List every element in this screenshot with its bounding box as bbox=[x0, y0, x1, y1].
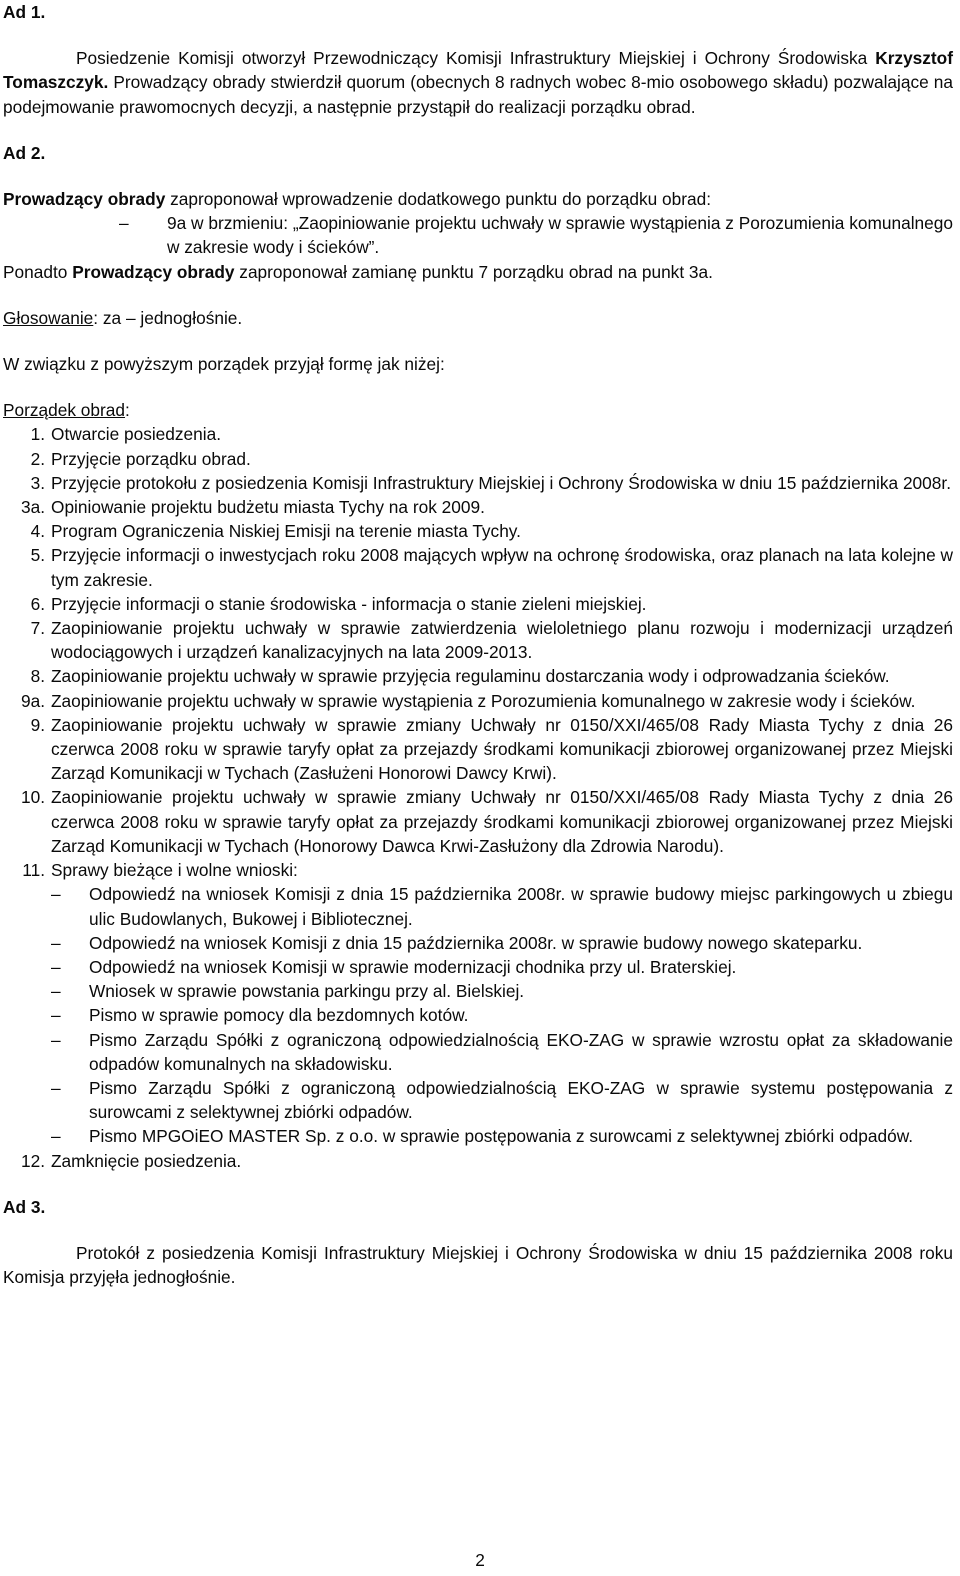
current-matter-item bbox=[51, 979, 953, 1003]
ponadto-bold: Prowadzący obrady bbox=[72, 261, 235, 282]
dash-bullet: – bbox=[51, 956, 61, 977]
agenda-item-number: 2. bbox=[30, 448, 45, 469]
agenda-item-text: Przyjęcie informacji o stanie środowiska - informacja o stanie zieleni miejskiej. bbox=[51, 593, 647, 614]
agenda-item-text: Opiniowanie projektu budżetu miasta Tychy na rok 2009. bbox=[51, 497, 485, 518]
vote-result: : za – jednogłośnie. bbox=[93, 307, 243, 328]
agenda-colon: : bbox=[125, 400, 130, 421]
current-matter-item bbox=[51, 1028, 953, 1076]
agenda-item-number: 10. bbox=[20, 787, 45, 808]
ad2-intro bbox=[3, 187, 953, 211]
agenda-item-text: Otwarcie posiedzenia. bbox=[51, 424, 222, 445]
agenda-item-number: 9a. bbox=[20, 690, 45, 711]
agenda-item-text: Zaopiniowanie projektu uchwały w sprawie zatwierdzenia wieloletniego planu rozwoju i modernizacji urządzeń wodociągowych i urządzeń kanalizacyjnych na lata 2009-2013. bbox=[51, 618, 953, 663]
current-matter-text: Odpowiedź na wniosek Komisji w sprawie modernizacji chodnika przy ul. Braterskiej. bbox=[89, 956, 737, 977]
agenda-item bbox=[3, 543, 953, 591]
current-matter-item bbox=[51, 955, 953, 979]
vote-line bbox=[3, 306, 953, 330]
current-matter-item bbox=[51, 1076, 953, 1124]
agenda-item-number: 4. bbox=[30, 521, 45, 542]
agenda-label: Porządek obrad bbox=[3, 400, 126, 421]
agenda-item-number: 5. bbox=[30, 545, 45, 566]
agenda-item-text: Przyjęcie informacji o inwestycjach roku 2008 mających wpływ na ochronę środowiska, oraz planach na lata kolejne w tym zakresie. bbox=[51, 545, 953, 590]
current-matter-text: Pismo Zarządu Spółki z ograniczoną odpowiedzialnością EKO-ZAG w sprawie systemu postępowania z surowcami z selektywnej zbiórki odpadów. bbox=[89, 1077, 953, 1123]
agenda-item bbox=[3, 495, 953, 519]
agenda-item bbox=[3, 471, 953, 495]
page-number: 2 bbox=[475, 1550, 485, 1570]
ad2-ponadto bbox=[3, 260, 953, 284]
agenda-item bbox=[3, 447, 953, 471]
agenda-item-number: 3. bbox=[30, 472, 45, 493]
ad1-paragraph bbox=[3, 46, 953, 119]
ad2-intro-rest: zaproponował wprowadzenie dodatkowego punktu do porządku obrad: bbox=[165, 189, 712, 210]
ad1-text-end: Prowadzący obrady stwierdził quorum (obecnych 8 radnych wobec 8-mio osobowego składu) pozwalające na podejmowanie prawomocnych decyzji, a następnie przystąpił do realizacji porządku obrad. bbox=[3, 72, 953, 117]
agenda-item-text: Program Ograniczenia Niskiej Emisji na terenie miasta Tychy. bbox=[51, 521, 521, 542]
agenda-item bbox=[3, 422, 953, 446]
agenda-item-number: 1. bbox=[30, 424, 45, 445]
agenda-item bbox=[3, 713, 953, 786]
agenda-item-text: Sprawy bieżące i wolne wnioski: bbox=[51, 860, 298, 881]
current-matter-item bbox=[51, 1124, 953, 1148]
agenda-item bbox=[3, 785, 953, 858]
agenda-item-number: 12. bbox=[20, 1150, 45, 1171]
current-matter-text: Wniosek w sprawie powstania parkingu przy al. Bielskiej. bbox=[89, 981, 525, 1002]
agenda-list bbox=[3, 422, 953, 1172]
agenda-item bbox=[3, 616, 953, 664]
agenda-item bbox=[3, 689, 953, 713]
document-page bbox=[3, 0, 953, 1289]
agenda-item-number: 3a. bbox=[20, 497, 45, 518]
current-matters-list bbox=[51, 882, 953, 1148]
dash-bullet: – bbox=[51, 1005, 61, 1026]
current-matter-text: Pismo MPGOiEO MASTER Sp. z o.o. w sprawie postępowania z surowcami z selektywnej zbiórki odpadów. bbox=[89, 1126, 914, 1147]
ad1-text-start: Posiedzenie Komisji otworzył Przewodniczący Komisji Infrastruktury Miejskiej i Ochrony Środowiska bbox=[76, 48, 876, 69]
agenda-item-number: 8. bbox=[30, 666, 45, 687]
current-matter-text: Pismo Zarządu Spółki z ograniczoną odpowiedzialnością EKO-ZAG w sprawie wzrostu opłat za składowanie odpadów komunalnych na składowisku. bbox=[89, 1029, 953, 1074]
added-point-item bbox=[3, 211, 953, 259]
agenda-item-number: 9. bbox=[30, 714, 45, 735]
agenda-item bbox=[3, 858, 953, 1148]
agenda-item-number: 6. bbox=[30, 593, 45, 614]
agenda-item bbox=[3, 519, 953, 543]
added-point-text: 9a w brzmieniu: „Zaopiniowanie projektu uchwały w sprawie wystąpienia z Porozumienia komunalnego w zakresie wody i ścieków”. bbox=[167, 213, 953, 258]
agenda-item-text: Zaopiniowanie projektu uchwały w sprawie przyjęcia regulaminu dostarczania wody i odprowadzania ścieków. bbox=[51, 666, 890, 687]
dash-bullet: – bbox=[51, 1126, 61, 1147]
chairman-name: Krzysztof Tomaszczyk. bbox=[3, 48, 953, 93]
dash-bullet: – bbox=[51, 981, 61, 1002]
agenda-accepted-note: W związku z powyższym porządek przyjął formę jak niżej: bbox=[3, 354, 445, 375]
dash-bullet: – bbox=[51, 1077, 61, 1098]
dash-bullet: – bbox=[51, 884, 61, 905]
current-matter-text: Odpowiedź na wniosek Komisji z dnia 15 października 2008r. w sprawie budowy nowego skateparku. bbox=[89, 932, 863, 953]
dash-bullet: – bbox=[119, 213, 129, 234]
agenda-item-text: Przyjęcie protokołu z posiedzenia Komisji Infrastruktury Miejskiej i Ochrony Środowiska w dniu 15 października 2008r. bbox=[51, 472, 951, 493]
dash-bullet: – bbox=[51, 1029, 61, 1050]
ad3-paragraph: Protokół z posiedzenia Komisji Infrastruktury Miejskiej i Ochrony Środowiska w dniu 15 października 2008 roku Komisja przyjęła jednogłośnie. bbox=[3, 1242, 953, 1288]
current-matter-text: Pismo w sprawie pomocy dla bezdomnych kotów. bbox=[89, 1005, 469, 1026]
agenda-item-number: 7. bbox=[30, 618, 45, 639]
agenda-item-text: Zaopiniowanie projektu uchwały w sprawie zmiany Uchwały nr 0150/XXI/465/08 Rady Miasta Tychy z dnia 26 czerwca 2008 roku w sprawie taryfy opłat za przejazdy środkami komunikacji zbiorowej organizowanej przez Miejski Zarząd Komunikacji w Tychach (Honorowy Dawca Krwi-Zasłużony dla Zdrowia Narodu). bbox=[51, 787, 953, 856]
ad2-heading: Ad 2. bbox=[3, 142, 46, 163]
agenda-item-number: 11. bbox=[22, 860, 45, 881]
agenda-heading bbox=[3, 398, 953, 422]
agenda-item bbox=[3, 592, 953, 616]
ponadto-start: Ponadto bbox=[3, 261, 73, 282]
current-matter-item bbox=[51, 931, 953, 955]
agenda-item-text: Przyjęcie porządku obrad. bbox=[51, 448, 251, 469]
ad3-heading: Ad 3. bbox=[3, 1196, 46, 1217]
agenda-item-text: Zaopiniowanie projektu uchwały w sprawie zmiany Uchwały nr 0150/XXI/465/08 Rady Miasta Tychy z dnia 26 czerwca 2008 roku w sprawie taryfy opłat za przejazdy środkami komunikacji zbiorowej organizowanej przez Miejski Zarząd Komunikacji w Tychach (Zasłużeni Honorowi Dawcy Krwi). bbox=[51, 714, 953, 784]
ad1-heading: Ad 1. bbox=[3, 2, 46, 22]
agenda-item-text: Zaopiniowanie projektu uchwały w sprawie wystąpienia z Porozumienia komunalnego w zakresie wody i ścieków. bbox=[51, 690, 916, 711]
vote-label: Głosowanie bbox=[3, 307, 94, 328]
current-matter-text: Odpowiedź na wniosek Komisji z dnia 15 października 2008r. w sprawie budowy miejsc parkingowych u zbiegu ulic Budowlanych, Bukowej i Bibliotecznej. bbox=[89, 884, 953, 929]
dash-bullet: – bbox=[51, 932, 61, 953]
agenda-item bbox=[3, 664, 953, 688]
ponadto-end: zaproponował zamianę punktu 7 porządku obrad na punkt 3a. bbox=[234, 261, 713, 282]
agenda-item bbox=[3, 1149, 953, 1173]
current-matter-item bbox=[51, 1003, 953, 1027]
agenda-item-text: Zamknięcie posiedzenia. bbox=[51, 1150, 242, 1171]
current-matter-item bbox=[51, 882, 953, 930]
ad2-intro-bold: Prowadzący obrady bbox=[3, 189, 166, 210]
